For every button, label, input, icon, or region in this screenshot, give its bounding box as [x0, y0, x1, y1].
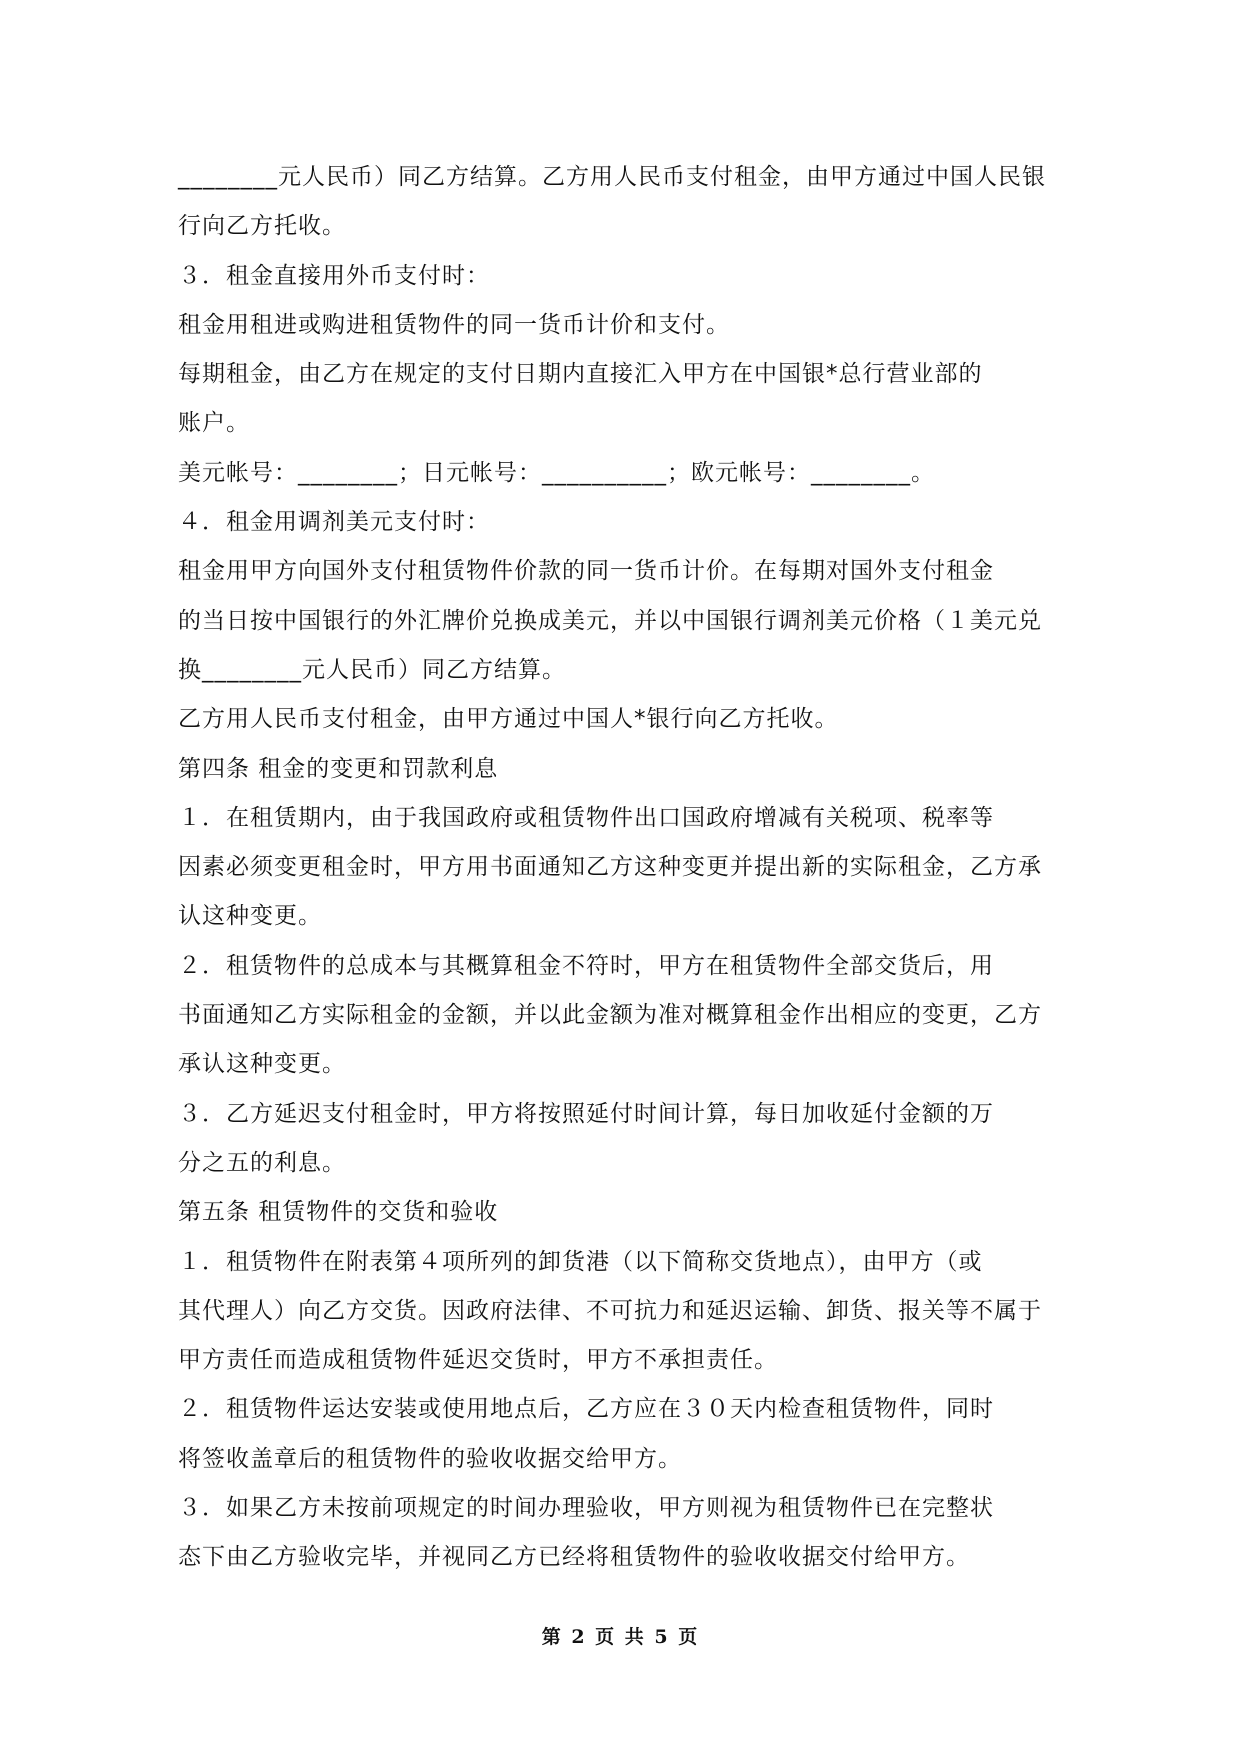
text-line: １．在租赁期内，由于我国政府或租赁物件出口国政府增减有关税项、税率等	[178, 804, 994, 831]
text-line: 因素必须变更租金时，甲方用书面通知乙方这种变更并提出新的实际租金，乙方承	[178, 854, 1042, 881]
text-line: 换________元人民币）同乙方结算。	[178, 656, 566, 683]
article-heading: 第五条 租赁物件的交货和验收	[178, 1199, 499, 1226]
text-line: 其代理人）向乙方交货。因政府法律、不可抗力和延迟运输、卸货、报关等不属于	[178, 1297, 1042, 1324]
page-number-footer: 第 2 页 共 5 页	[541, 1626, 700, 1648]
text-line: 将签收盖章后的租赁物件的验收收据交给甲方。	[178, 1445, 682, 1472]
text-line: 的当日按中国银行的外汇牌价兑换成美元，并以中国银行调剂美元价格（１美元兑	[178, 607, 1042, 634]
text-line: １．租赁物件在附表第４项所列的卸货港（以下简称交货地点），由甲方（或	[178, 1248, 983, 1275]
text-line: ２．租赁物件运达安装或使用地点后，乙方应在３０天内检查租赁物件，同时	[178, 1396, 994, 1423]
text-line: 认这种变更。	[178, 903, 322, 930]
text-line: 每期租金，由乙方在规定的支付日期内直接汇入甲方在中国银*总行营业部的	[178, 361, 983, 388]
document-body	[178, 158, 1078, 1588]
text-line: 乙方用人民币支付租金，由甲方通过中国人*银行向乙方托收。	[178, 706, 839, 733]
text-line: 书面通知乙方实际租金的金额，并以此金额为准对概算租金作出相应的变更，乙方	[178, 1002, 1042, 1029]
text-line: 承认这种变更。	[178, 1051, 346, 1078]
text-line: ３．如果乙方未按前项规定的时间办理验收，甲方则视为租赁物件已在完整状	[178, 1495, 994, 1522]
text-line: 分之五的利息。	[178, 1149, 346, 1176]
account-numbers-line: 美元帐号：________；日元帐号：__________；欧元帐号：________。	[178, 459, 935, 486]
text-line: 账户。	[178, 410, 250, 437]
text-line: 租金用租进或购进租赁物件的同一货币计价和支付。	[178, 311, 730, 338]
text-line: ________元人民币）同乙方结算。乙方用人民币支付租金，由甲方通过中国人民银	[178, 164, 1046, 190]
article-heading: 第四条 租金的变更和罚款利息	[178, 755, 499, 782]
text-line: ３．乙方延迟支付租金时，甲方将按照延付时间计算，每日加收延付金额的万	[178, 1100, 994, 1127]
text-line: 租金用甲方向国外支付租赁物件价款的同一货币计价。在每期对国外支付租金	[178, 558, 994, 585]
text-line: ４．租金用调剂美元支付时：	[178, 509, 490, 536]
text-line: 态下由乙方验收完毕，并视同乙方已经将租赁物件的验收收据交付给甲方。	[178, 1544, 970, 1571]
text-line: ２．租赁物件的总成本与其概算租金不符时，甲方在租赁物件全部交货后，用	[178, 952, 994, 979]
text-line: 行向乙方托收。	[178, 213, 346, 240]
text-line: 甲方责任而造成租赁物件延迟交货时，甲方不承担责任。	[178, 1347, 778, 1374]
text-line: ３．租金直接用外币支付时：	[178, 262, 490, 289]
